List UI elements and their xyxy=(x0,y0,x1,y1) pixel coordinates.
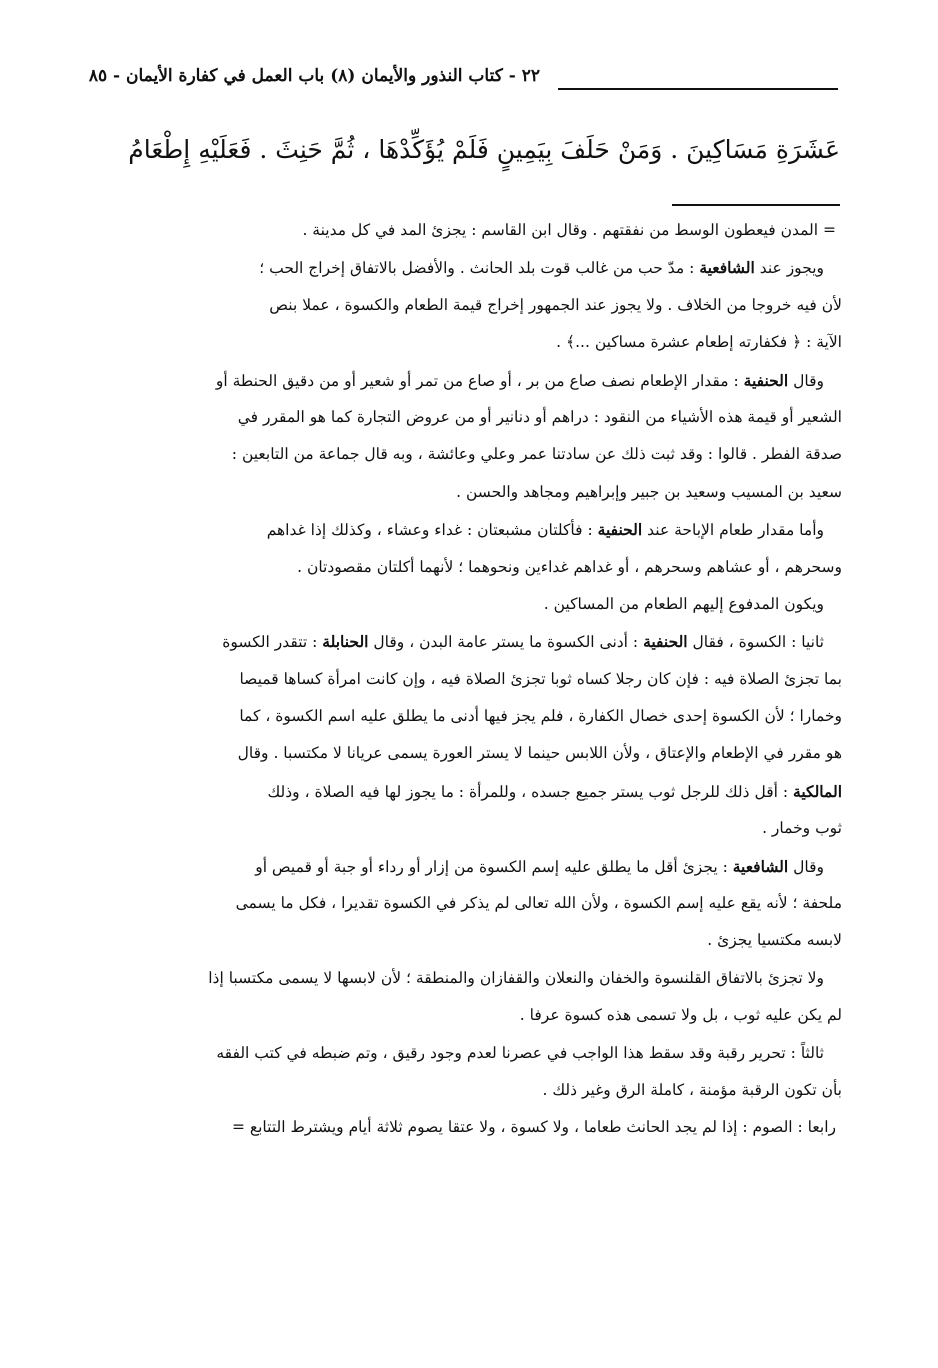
text-segment: : مقدار الإطعام نصف صاع من بر ، أو صاع من تمر أو شعير أو من دقيق الحنطة أو xyxy=(215,371,744,390)
text-segment: : تتقدر الكسوة xyxy=(222,633,323,652)
text-segment: بأن تكون الرقبة مؤمنة ، كاملة الرق وغير ذلك . xyxy=(542,1080,842,1099)
text-segment: وقال xyxy=(788,857,824,876)
text-segment: رابعا : الصوم : إذا لم يجد الحانث طعاما ، ولا كسوة ، ولا عتقا يصوم ثلاثة أيام ويشترط التتابع = xyxy=(231,1118,836,1137)
text-segment: هو مقرر في الإطعام والإعتاق ، ولأن اللابس حينما لا يستر العورة يسمى عريانا لا مكتسبا . وقال xyxy=(237,744,842,763)
text-line xyxy=(52,735,842,772)
text-segment: ويكون المدفوع إليهم الطعام من المساكين . xyxy=(543,594,824,613)
text-line xyxy=(52,997,842,1034)
school-name: الحنابلة xyxy=(322,632,369,652)
hadith-text: عَشَرَةِ مَسَاكِينَ . وَمَنْ حَلَفَ بِيَمِينٍ فَلَمْ يُؤَكِّدْهَا ، ثُمَّ حَنِثَ . فَعَلَيْهِ إِطْعَامُ xyxy=(128,135,840,164)
school-name: الحنفية xyxy=(643,632,688,652)
text-segment: ملحفة ؛ لأنه يقع عليه إسم الكسوة ، ولأن الله تعالى لم يذكر في الكسوة تقديرا ، فكل ما يسمى xyxy=(235,894,842,913)
text-line xyxy=(52,1035,842,1072)
text-segment: وقال xyxy=(788,371,824,390)
text-segment: وسحرهم ، أو عشاهم وسحرهم ، أو غداهم غداءين ونحوهما ؛ لأنهما أكلتان مقصودتان . xyxy=(297,557,842,576)
text-segment: وخمارا ؛ لأن الكسوة إحدى خصال الكفارة ، فلم يجز فيها أدنى ما يطلق عليه اسم الكسوة ، كما xyxy=(239,707,842,726)
school-name: الحنفية xyxy=(597,520,643,540)
text-segment: ثوب وخمار . xyxy=(762,819,842,838)
school-name: المالكية xyxy=(793,781,842,801)
header-rule xyxy=(558,88,838,90)
text-segment: ويجوز عند xyxy=(754,259,824,278)
text-segment: لابسه مكتسيا يجزئ . xyxy=(707,931,842,950)
text-segment: الشعير أو قيمة هذه الأشياء من النقود : دراهم أو دنانير أو من عروض التجارة كما هو المقرر في xyxy=(237,407,842,426)
text-line xyxy=(52,885,842,922)
text-segment: صدقة الفطر . قالوا : وقد ثبت ذلك عن سادتنا عمر وعلي وعائشة ، وبه قال جماعة من التابعين : xyxy=(231,445,842,464)
text-line xyxy=(52,324,842,361)
text-line xyxy=(52,362,842,399)
text-segment: : أقل ذلك للرجل ثوب يستر جميع جسده ، وللمرأة : ما يجوز لها فيه الصلاة ، وذلك xyxy=(267,782,794,801)
text-line xyxy=(52,661,842,698)
text-line xyxy=(52,399,842,436)
text-line xyxy=(52,922,842,959)
text-segment: لأن فيه خروجا من الخلاف . ولا يجوز عند الجمهور إخراج قيمة الطعام والكسوة ، عملا بنص xyxy=(269,295,842,314)
text-line xyxy=(52,511,842,548)
text-line xyxy=(52,698,842,735)
text-segment: الآية : ﴿ فكفارته إطعام عشرة مساكين ...﴾ . xyxy=(556,333,842,352)
school-name: الحنفية xyxy=(743,370,789,390)
school-name: الشافعية xyxy=(732,856,789,876)
commentary-body xyxy=(52,212,842,1147)
text-segment: وأما مقدار طعام الإباحة عند xyxy=(642,521,824,540)
text-line xyxy=(52,586,842,623)
text-segment: بما تجزئ الصلاة فيه : فإن كان رجلا كساه ثوبا تجزئ الصلاة فيه ، وإن كانت امرأة كساها قميصا xyxy=(239,669,842,688)
text-line xyxy=(52,848,842,885)
text-segment: ثالثاً : تحرير رقبة وقد سقط هذا الواجب في عصرنا لعدم وجود رقيق ، وتم ضبطه في كتب الفقه xyxy=(216,1043,824,1062)
text-line xyxy=(52,623,842,660)
text-line xyxy=(52,436,842,473)
text-segment: ثانيا : الكسوة ، فقال xyxy=(687,633,824,652)
text-line xyxy=(52,773,842,810)
text-line xyxy=(52,1072,842,1109)
school-name: الشافعية xyxy=(699,258,755,278)
text-segment: لم يكن عليه ثوب ، بل ولا تسمى هذه كسوة عرفا . xyxy=(519,1006,842,1025)
text-segment: : مدّ حب من غالب قوت بلد الحانث . والأفضل بالاتفاق إخراج الحب ؛ xyxy=(259,259,700,278)
text-line xyxy=(52,287,842,324)
text-line xyxy=(52,474,842,511)
text-line xyxy=(52,549,842,586)
hadith-rule xyxy=(672,204,840,206)
text-segment: ولا تجزئ بالاتفاق القلنسوة والخفان والنعلان والقفازان والمنطقة ؛ لأن لابسها لا يسمى مكتسبا إذا xyxy=(208,968,824,987)
text-segment: = المدن فيعطون الوسط من نفقتهم . وقال ابن القاسم : يجزئ المد في كل مدينة . xyxy=(302,221,836,239)
text-segment: سعيد بن المسيب وسعيد بن جبير وإبراهيم ومجاهد والحسن . xyxy=(456,482,842,501)
text-segment: : فأكلتان مشبعتان : غداء وعشاء ، وكذلك إذا غداهم xyxy=(266,521,598,540)
text-line xyxy=(52,1109,842,1146)
text-segment: : أدنى الكسوة ما يستر عامة البدن ، وقال xyxy=(368,633,644,652)
text-line xyxy=(52,249,842,286)
text-line xyxy=(52,212,842,249)
text-segment: : يجزئ أقل ما يطلق عليه إسم الكسوة من إزار أو رداء أو جبة أو قميص أو xyxy=(255,857,733,876)
text-line xyxy=(52,960,842,997)
running-header: ٢٢ - كتاب النذور والأيمان (٨) باب العمل في كفارة الأيمان - ٨٥ xyxy=(88,66,540,86)
text-line xyxy=(52,810,842,847)
